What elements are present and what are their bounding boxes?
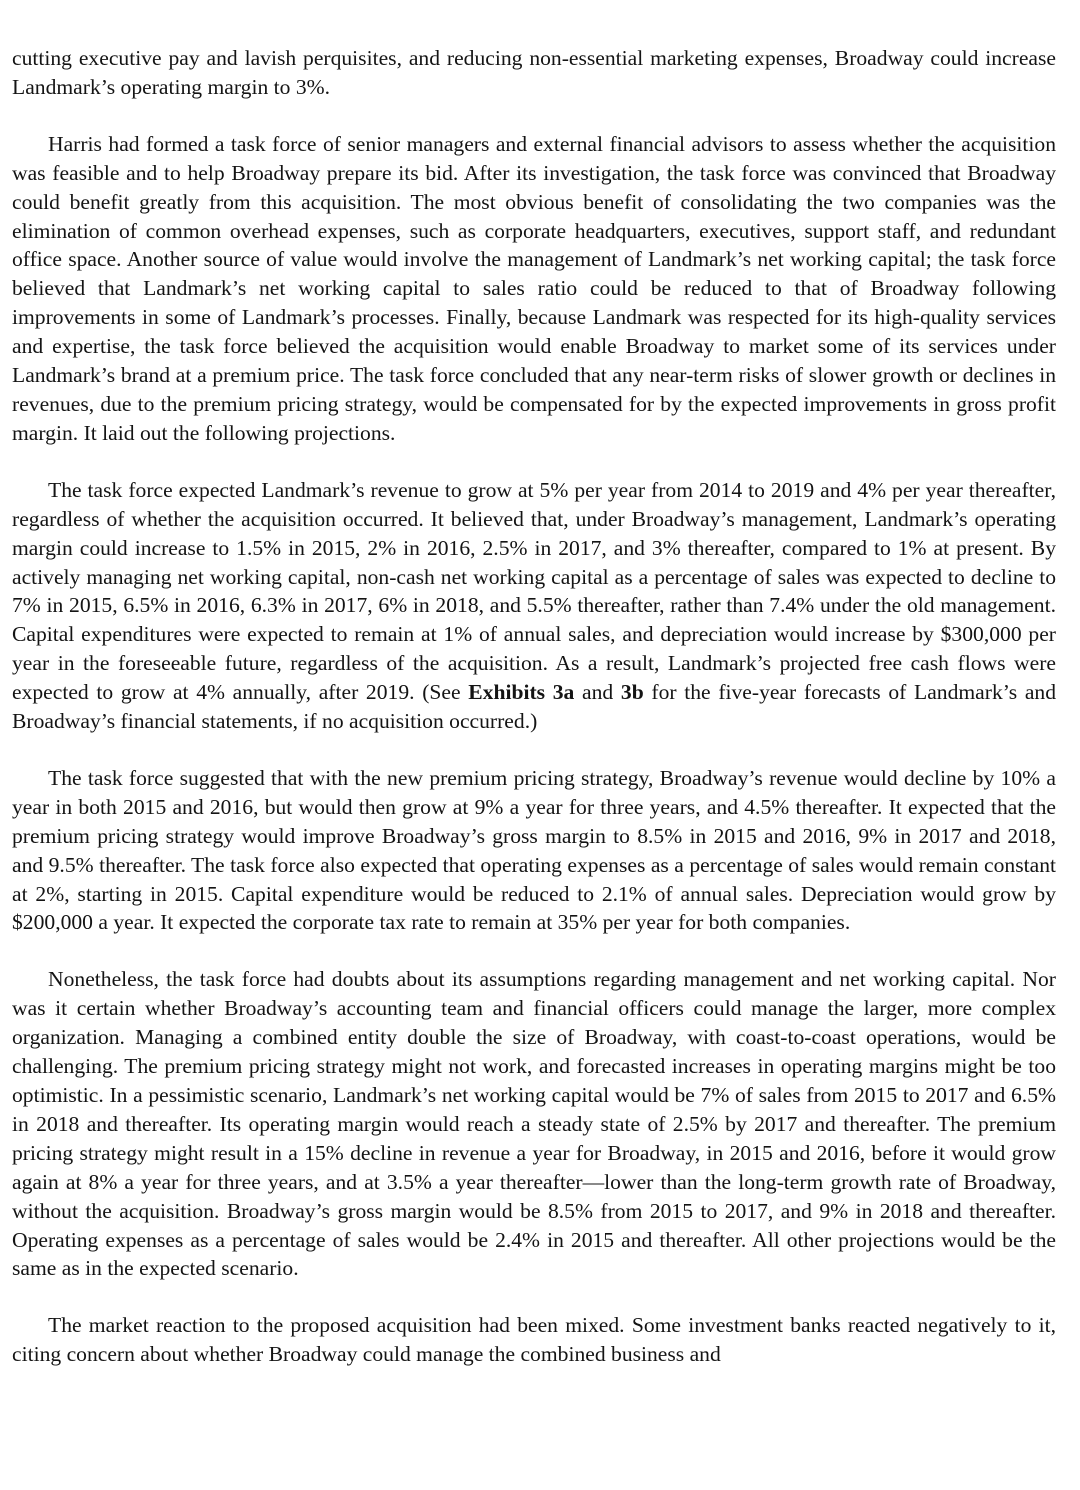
paragraph-landmark-text-mid: and bbox=[574, 680, 621, 705]
paragraph-broadway-pricing: The task force suggested that with the new premium pricing strategy, Broadway’s revenue would decline by 10% a year in both 2015 and 2016, but would then grow at 9% a year for three years, and 4.5% thereafter. It expected that the premium pricing strategy would improve Broadway’s gross margin to 8.5% in 2015 and 2016, 9% in 2017 and 2018, and 9.5% thereafter. The task force also expected that operating expenses as a percentage of sales would remain constant at 2%, starting in 2015. Capital expenditure would be reduced to 2.1% of annual sales. Depreciation would grow by $200,000 a year. It expected the corporate tax rate to remain at 35% per year for both companies. bbox=[12, 765, 1056, 935]
paragraph-landmark-projections bbox=[12, 476, 1056, 736]
paragraph-continuation: cutting executive pay and lavish perquisites, and reducing non-essential marketing expenses, Broadway could increase Landmark’s operating margin to 3%. bbox=[12, 46, 1056, 99]
paragraph-market-reaction: The market reaction to the proposed acquisition had been mixed. Some investment banks reacted negatively to it, citing concern about whether Broadway could manage the combined business and bbox=[12, 1313, 1056, 1367]
paragraph-market-reaction-wrapper bbox=[12, 1311, 1056, 1381]
exhibit-3a-reference: Exhibits 3a bbox=[468, 680, 575, 705]
paragraph-task-force-formation: Harris had formed a task force of senior managers and external financial advisors to assess whether the acquisition was feasible and to help Broadway prepare its bid. After its investigation, the task force was convinced that Broadway could benefit greatly from this acquisition. The most obvious benefit of consolidating the two companies was the elimination of common overhead expenses, such as corporate headquarters, executives, support staff, and redundant office space. Another source of value would involve the management of Landmark’s net working capital; the task force believed that Landmark’s net working capital to sales ratio could be reduced to that of Broadway following improvements in some of Landmark’s processes. Finally, because Landmark was respected for its high-quality services and expertise, the task force believed the acquisition would enable Broadway to market some of its services under Landmark’s brand at a premium price. The task force concluded that any near-term risks of slower growth or declines in revenues, due to the premium pricing strategy, would be compensated for by the expected improvements in gross profit margin. It laid out the following projections. bbox=[12, 131, 1056, 445]
paragraph-pessimistic-scenario: Nonetheless, the task force had doubts about its assumptions regarding management and net working capital. Nor was it certain whether Broadway’s accounting team and financial officers could manage the larger, more complex organization. Managing a combined entity double the size of Broadway, with coast-to-coast operations, would be challenging. The premium pricing strategy might not work, and forecasted increases in operating margins might be too optimistic. In a pessimistic scenario, Landmark’s net working capital would be 7% of sales from 2015 to 2017 and 6.5% in 2018 and thereafter. Its operating margin would reach a steady state of 2.5% by 2017 and thereafter. The premium pricing strategy might result in a 15% decline in revenue a year for Broadway, in 2015 and 2016, before it would grow again at 8% a year for three years, and at 3.5% a year thereafter—lower than the long-term growth rate of Broadway, without the acquisition. Broadway’s gross margin would be 8.5% from 2015 to 2017, and 9% in 2018 and thereafter. Operating expenses as a percentage of sales would be 2.4% in 2015 and thereafter. All other projections would be the same as in the expected scenario. bbox=[12, 967, 1056, 1281]
exhibit-3b-reference: 3b bbox=[620, 680, 644, 705]
paragraph-landmark-text-after: for the five-year forecasts of Landmark’s and Broadway’s financial statements, if no acquisition occurred.) bbox=[12, 680, 1057, 734]
paragraph-landmark-text-before: The task force expected Landmark’s revenue to grow at 5% per year from 2014 to 2019 and 4% per year thereafter, regardless of whether the acquisition occurred. It believed that, under Broadway’s management, Landmark’s operating margin could increase to 1.5% in 2015, 2% in 2016, 2.5% in 2017, and 3% thereafter, compared to 1% at present. By actively managing net working capital, non-cash net working capital as a percentage of sales was expected to decline to 7% in 2015, 6.5% in 2016, 6.3% in 2017, 6% in 2018, and 5.5% thereafter, rather than 7.4% under the old management. Capital expenditures were expected to remain at 1% of annual sales, and depreciation would increase by $300,000 per year in the foreseeable future, regardless of the acquisition. As a result, Landmark’s projected free cash flows were expected to grow at 4% annually, after 2019. (See bbox=[12, 477, 1056, 705]
